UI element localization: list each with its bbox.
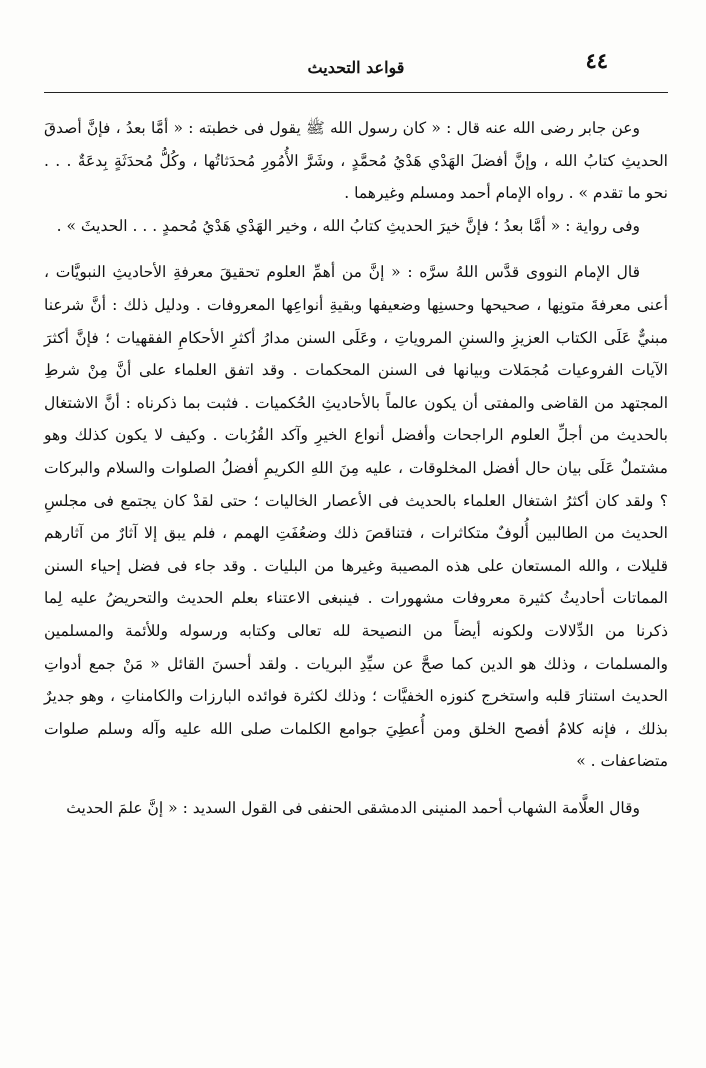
paragraph-alternate-narration: وفى رواية : « أمَّا بعدُ ؛ فإنَّ خيرَ الحديثِ كتابُ الله ، وخير الهَدْي هَدْيُ مُحمدٍ . . . الحديثَ » . bbox=[56, 216, 640, 235]
paragraph-manini-quote: وقال العلَّامة الشهاب أحمد المنينى الدمشقى الحنفى فى القول السديد : « إنَّ علمَ الحديث bbox=[66, 798, 640, 817]
running-title: قواعد التحديث bbox=[307, 58, 405, 77]
page-header bbox=[44, 44, 668, 92]
page-number: ٤٤ bbox=[585, 48, 608, 73]
paragraph-nawawi-quote: قال الإمام النووى قدَّس اللهُ سرَّه : « إنَّ من أهمِّ العلوم تحقيقَ معرفةِ الأحاديثِ النبويَّات ، أعنى معرفةَ متونِها ، صحيحها وحسنِها وضعيفها وبقيةِ أنواعِها المعروفات . ودليل ذلك : أنَّ شرعنا مبنيٌّ عَلَى الكتاب العزيزِ والسننِ المروياتِ ، وعَلَى السنن مدارُ أكثرِ الأحكامِ الفقهيات ؛ فإنَّ أكثرَ الآيات الفروعيات مُجمَلات وبيانها فى السنن المحكمات . وقد اتفق العلماء على أنَّ مِنْ شرطِ المجتهد من القاضى والمفتى أن يكون عالماً بالأحاديثِ الحُكميات . فثبت بما ذكرناه : أنَّ الاشتغال بالحديث من أجلِّ العلوم الراجحات وأفضل أنواع الخيرِ وآكد القُرُبات . وكيف لا يكون كذلك وهو مشتملٌ عَلَى بيان حال أفضل المخلوقات ، عليه مِنَ اللهِ الكريمِ أفضلُ الصلوات والسلام والبركات ؟ ولقد كان أكثرُ اشتغال العلماء بالحديث فى الأعصار الخاليات ؛ حتى لقدْ كان يجتمع فى مجلسِ الحديث من الطالبين أُلوفٌ متكاثرات ، فتناقصَ ذلك وضعُفَتِ الهمم ، فلم يبق إلا آثارٌ من آثارهم قليلات ، والله المستعان على هذه المصيبة وغيرها من البليات . وقد جاء فى فضل إحياء السنن المماتات أحاديثُ كثيرة معروفات مشهورات . فينبغى الاعتناء بعلم الحديث والتحريضُ عليه لِما ذكرنا من الدِّلالات ولكونه أيضاً من النصيحة لله تعالى وكتابه ورسوله وللأئمة والمسلمين والمسلمات ، وذلك هو الدين كما صحَّ عن سيِّدِ البريات . ولقد أحسنَ القائل « مَنْ جمع أدواتِ الحديث استنارَ قلبه واستخرج كنوزه الخفيَّات ؛ وذلك لكثرة فوائده البارزات والكامناتِ ، وهو جديرٌ بذلك ، فإنه كلامُ أفصح الخلق ومن أُعطِيَ جوامع الكلمات صلى الله عليه وآله وسلم صلوات متضاعفات . » bbox=[44, 263, 668, 771]
paragraph-jabir-hadith: وعن جابر رضى الله عنه قال : « كان رسول الله ﷺ يقول فى خطبته : « أمَّا بعدُ ، فإنَّ أصدقَ الحديثِ كتابُ الله ، وإنَّ أفضلَ الهَدْي هَدْيُ مُحمَّدٍ ، وشَرَّ الأُمُورِ مُحدَثاتُها ، وكُلُّ مُحدَثَةٍ بِدعَةٌ . . . نحو ما تقدم » . رواه الإمام أحمد ومسلم وغيرهما . bbox=[44, 119, 668, 203]
body-text bbox=[44, 112, 668, 824]
header-divider bbox=[44, 92, 668, 93]
